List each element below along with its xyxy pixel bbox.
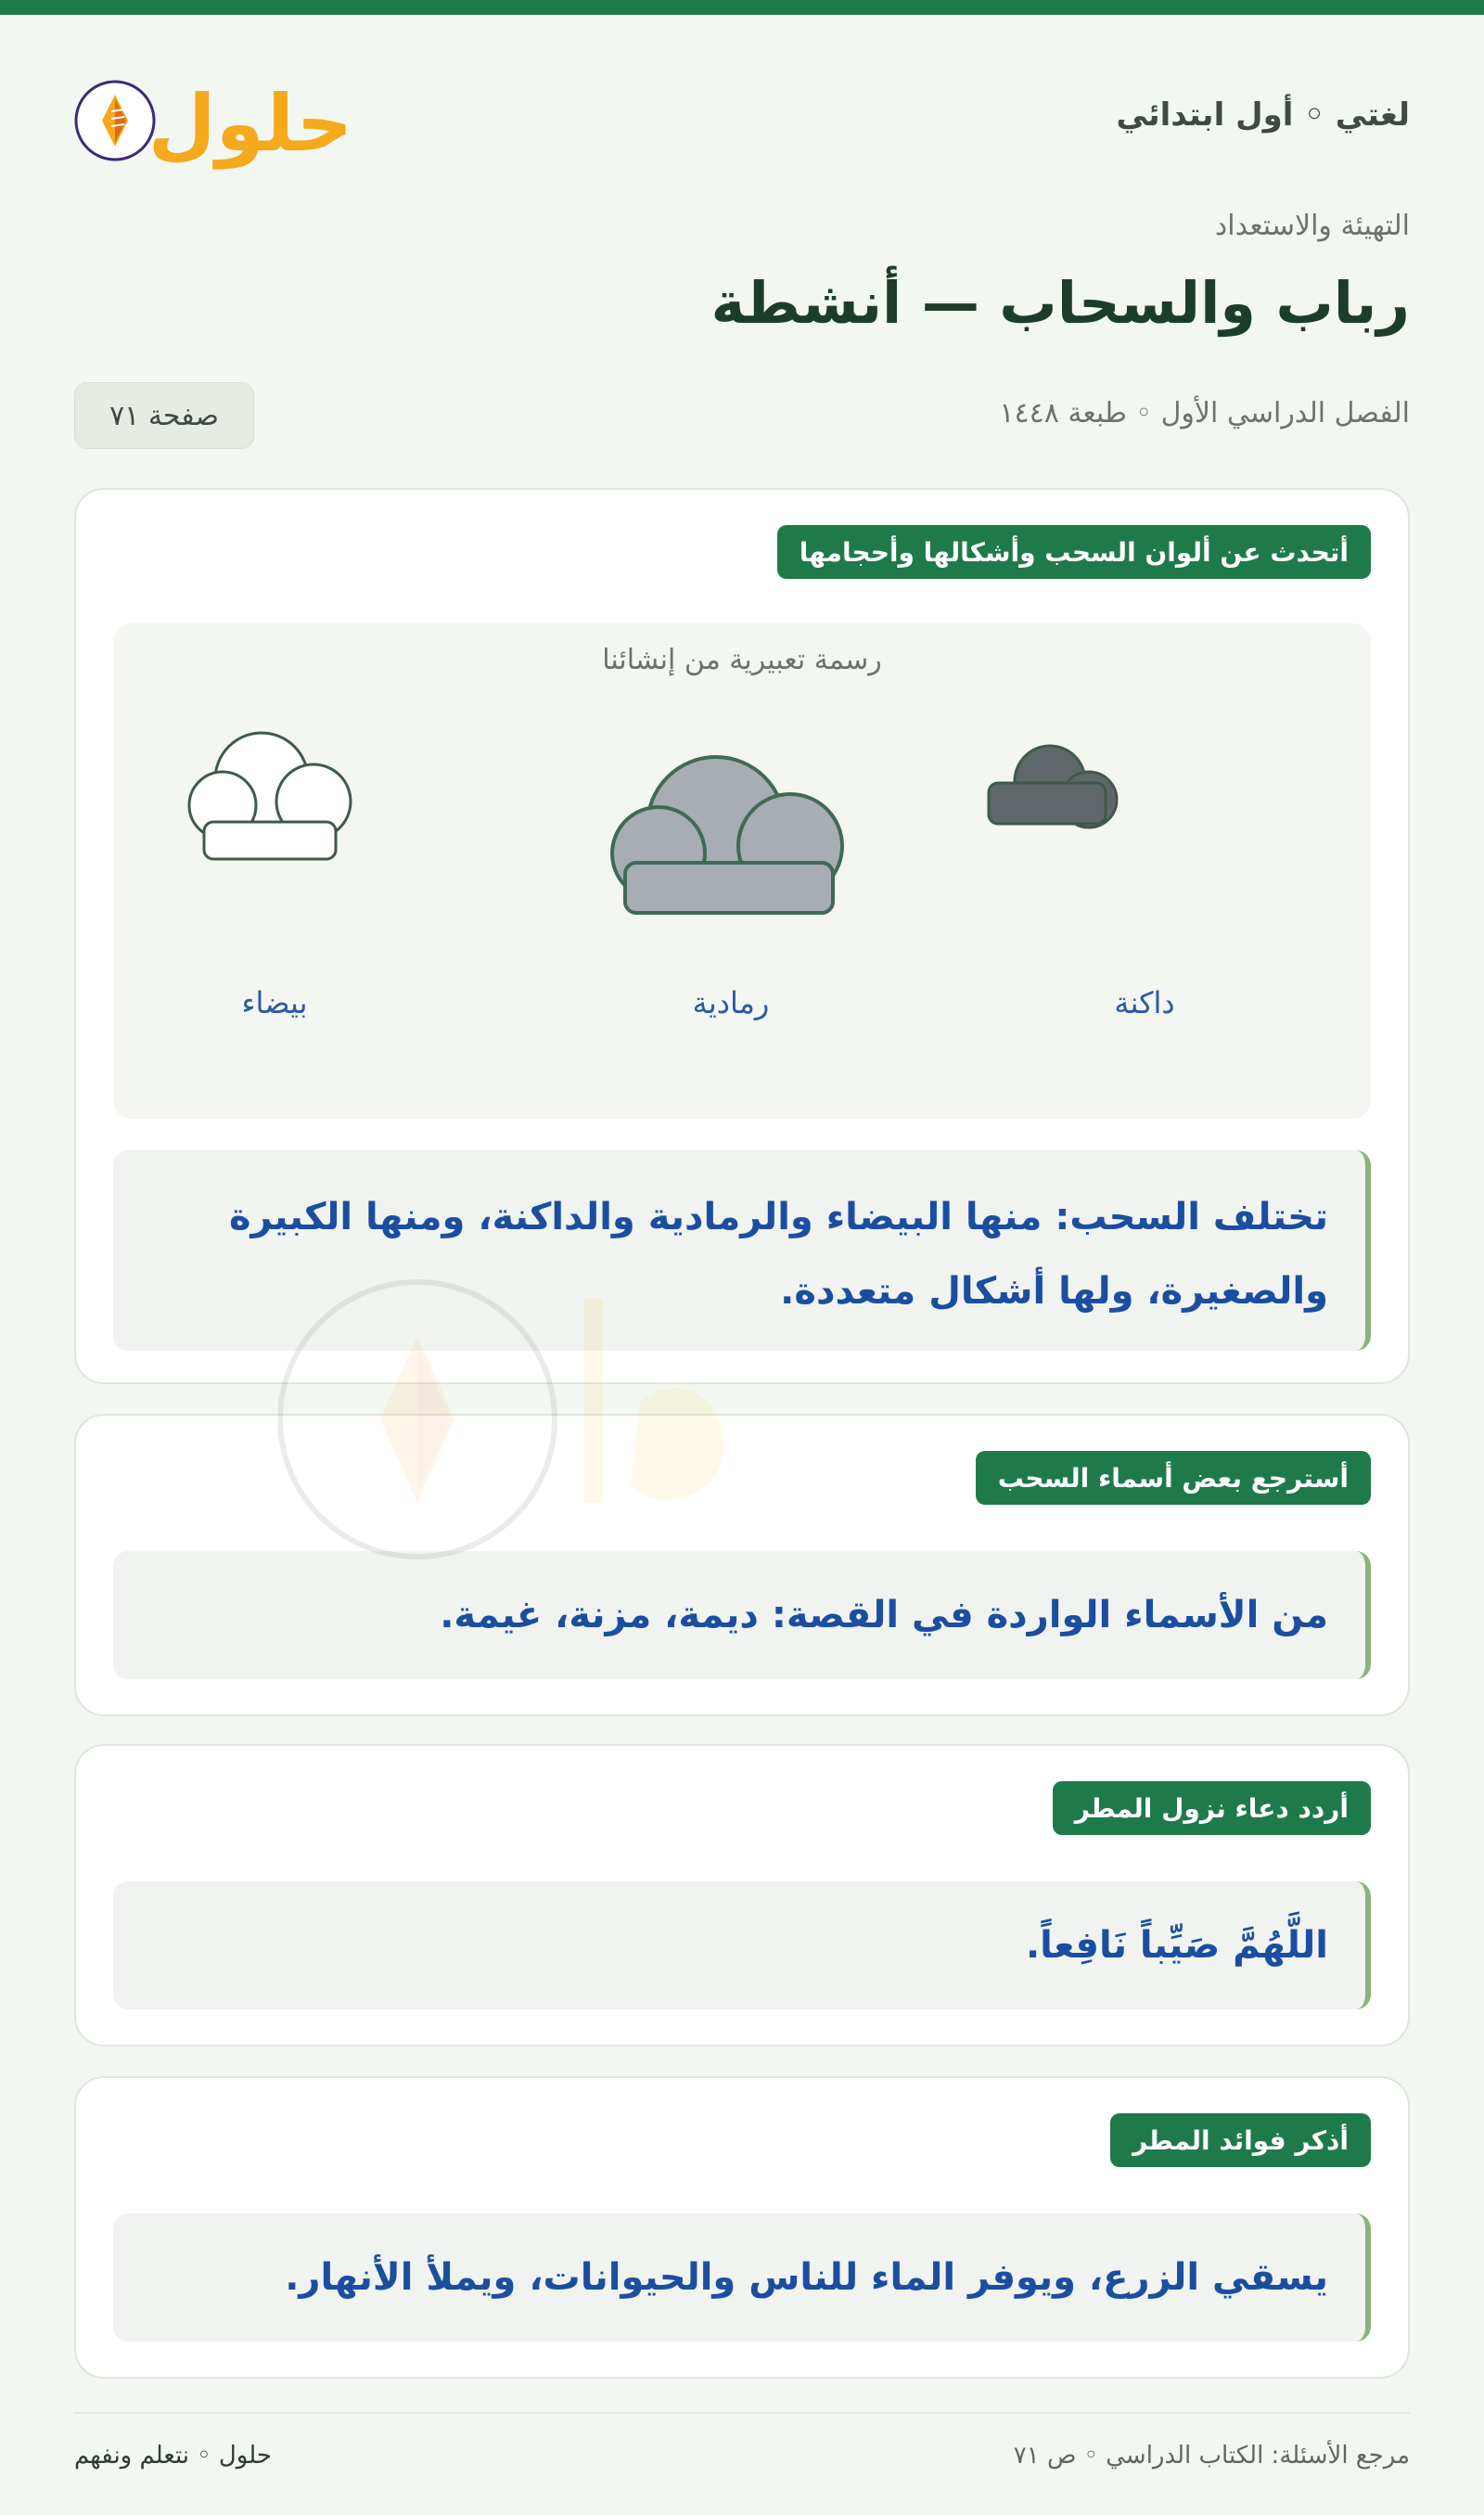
activity-tag: أتحدث عن ألوان السحب وأشكالها وأحجامها (777, 525, 1371, 579)
cloud-label-white: بيضاء (241, 985, 308, 1020)
activity-tag: أردد دعاء نزول المطر (1053, 1781, 1371, 1835)
answer-box (113, 2213, 1371, 2342)
white-cloud-icon (189, 733, 351, 859)
answer-text: تختلف السحب: منها البيضاء والرمادية والداكنة، ومنها الكبيرة والصغيرة، ولها أشكال متعددة. (228, 1196, 1328, 1313)
footer-divider (74, 2412, 1410, 2414)
header (74, 59, 1410, 171)
lesson-eyebrow: التهيئة والاستعداد (1214, 210, 1410, 242)
dark-cloud-icon (989, 746, 1117, 828)
page-number-badge: صفحة ٧١ (74, 382, 254, 449)
answer-box (113, 1150, 1371, 1351)
footer-brand[interactable]: حلول ◦ نتعلم ونفهم (74, 2442, 272, 2470)
activity-card-dua (74, 1744, 1410, 2047)
gray-cloud-icon (612, 757, 842, 913)
activity-card-names (74, 1414, 1410, 1716)
answer-box (113, 1881, 1371, 2009)
answer-text: يسقي الزرع، ويوفر الماء للناس والحيوانات، ويملأ الأنهار. (285, 2256, 1328, 2299)
activity-card-benefits (74, 2076, 1410, 2379)
cloud-label-gray: رمادية (692, 985, 770, 1020)
activity-tag: أذكر فوائد المطر (1110, 2113, 1371, 2167)
page-title: رباب والسحاب — أنشطة (710, 269, 1410, 337)
answer-text: اللَّهُمَّ صَيِّباً نَافِعاً. (1025, 1924, 1328, 1967)
clouds-illustration (113, 623, 1371, 1119)
lesson-meta: الفصل الدراسي الأول ◦ طبعة ١٤٤٨ (999, 397, 1410, 430)
illustration-caption: رسمة تعبيرية من إنشائنا (602, 644, 882, 676)
activity-card-colors (74, 488, 1410, 1384)
site-logo[interactable] (74, 59, 352, 171)
subject-title: لغتي ◦ أول ابتدائي (1116, 96, 1410, 134)
answer-box (113, 1551, 1371, 1679)
footer-reference: مرجع الأسئلة: الكتاب الدراسي ◦ ص ٧١ (1013, 2442, 1410, 2470)
cloud-label-dark: داكنة (1114, 985, 1175, 1020)
activity-tag: أسترجع بعض أسماء السحب (976, 1451, 1371, 1505)
top-accent-bar (0, 0, 1484, 15)
logo-wordmark: حلول (147, 78, 352, 169)
answer-text: من الأسماء الواردة في القصة: ديمة، مزنة، غيمة. (440, 1594, 1328, 1636)
